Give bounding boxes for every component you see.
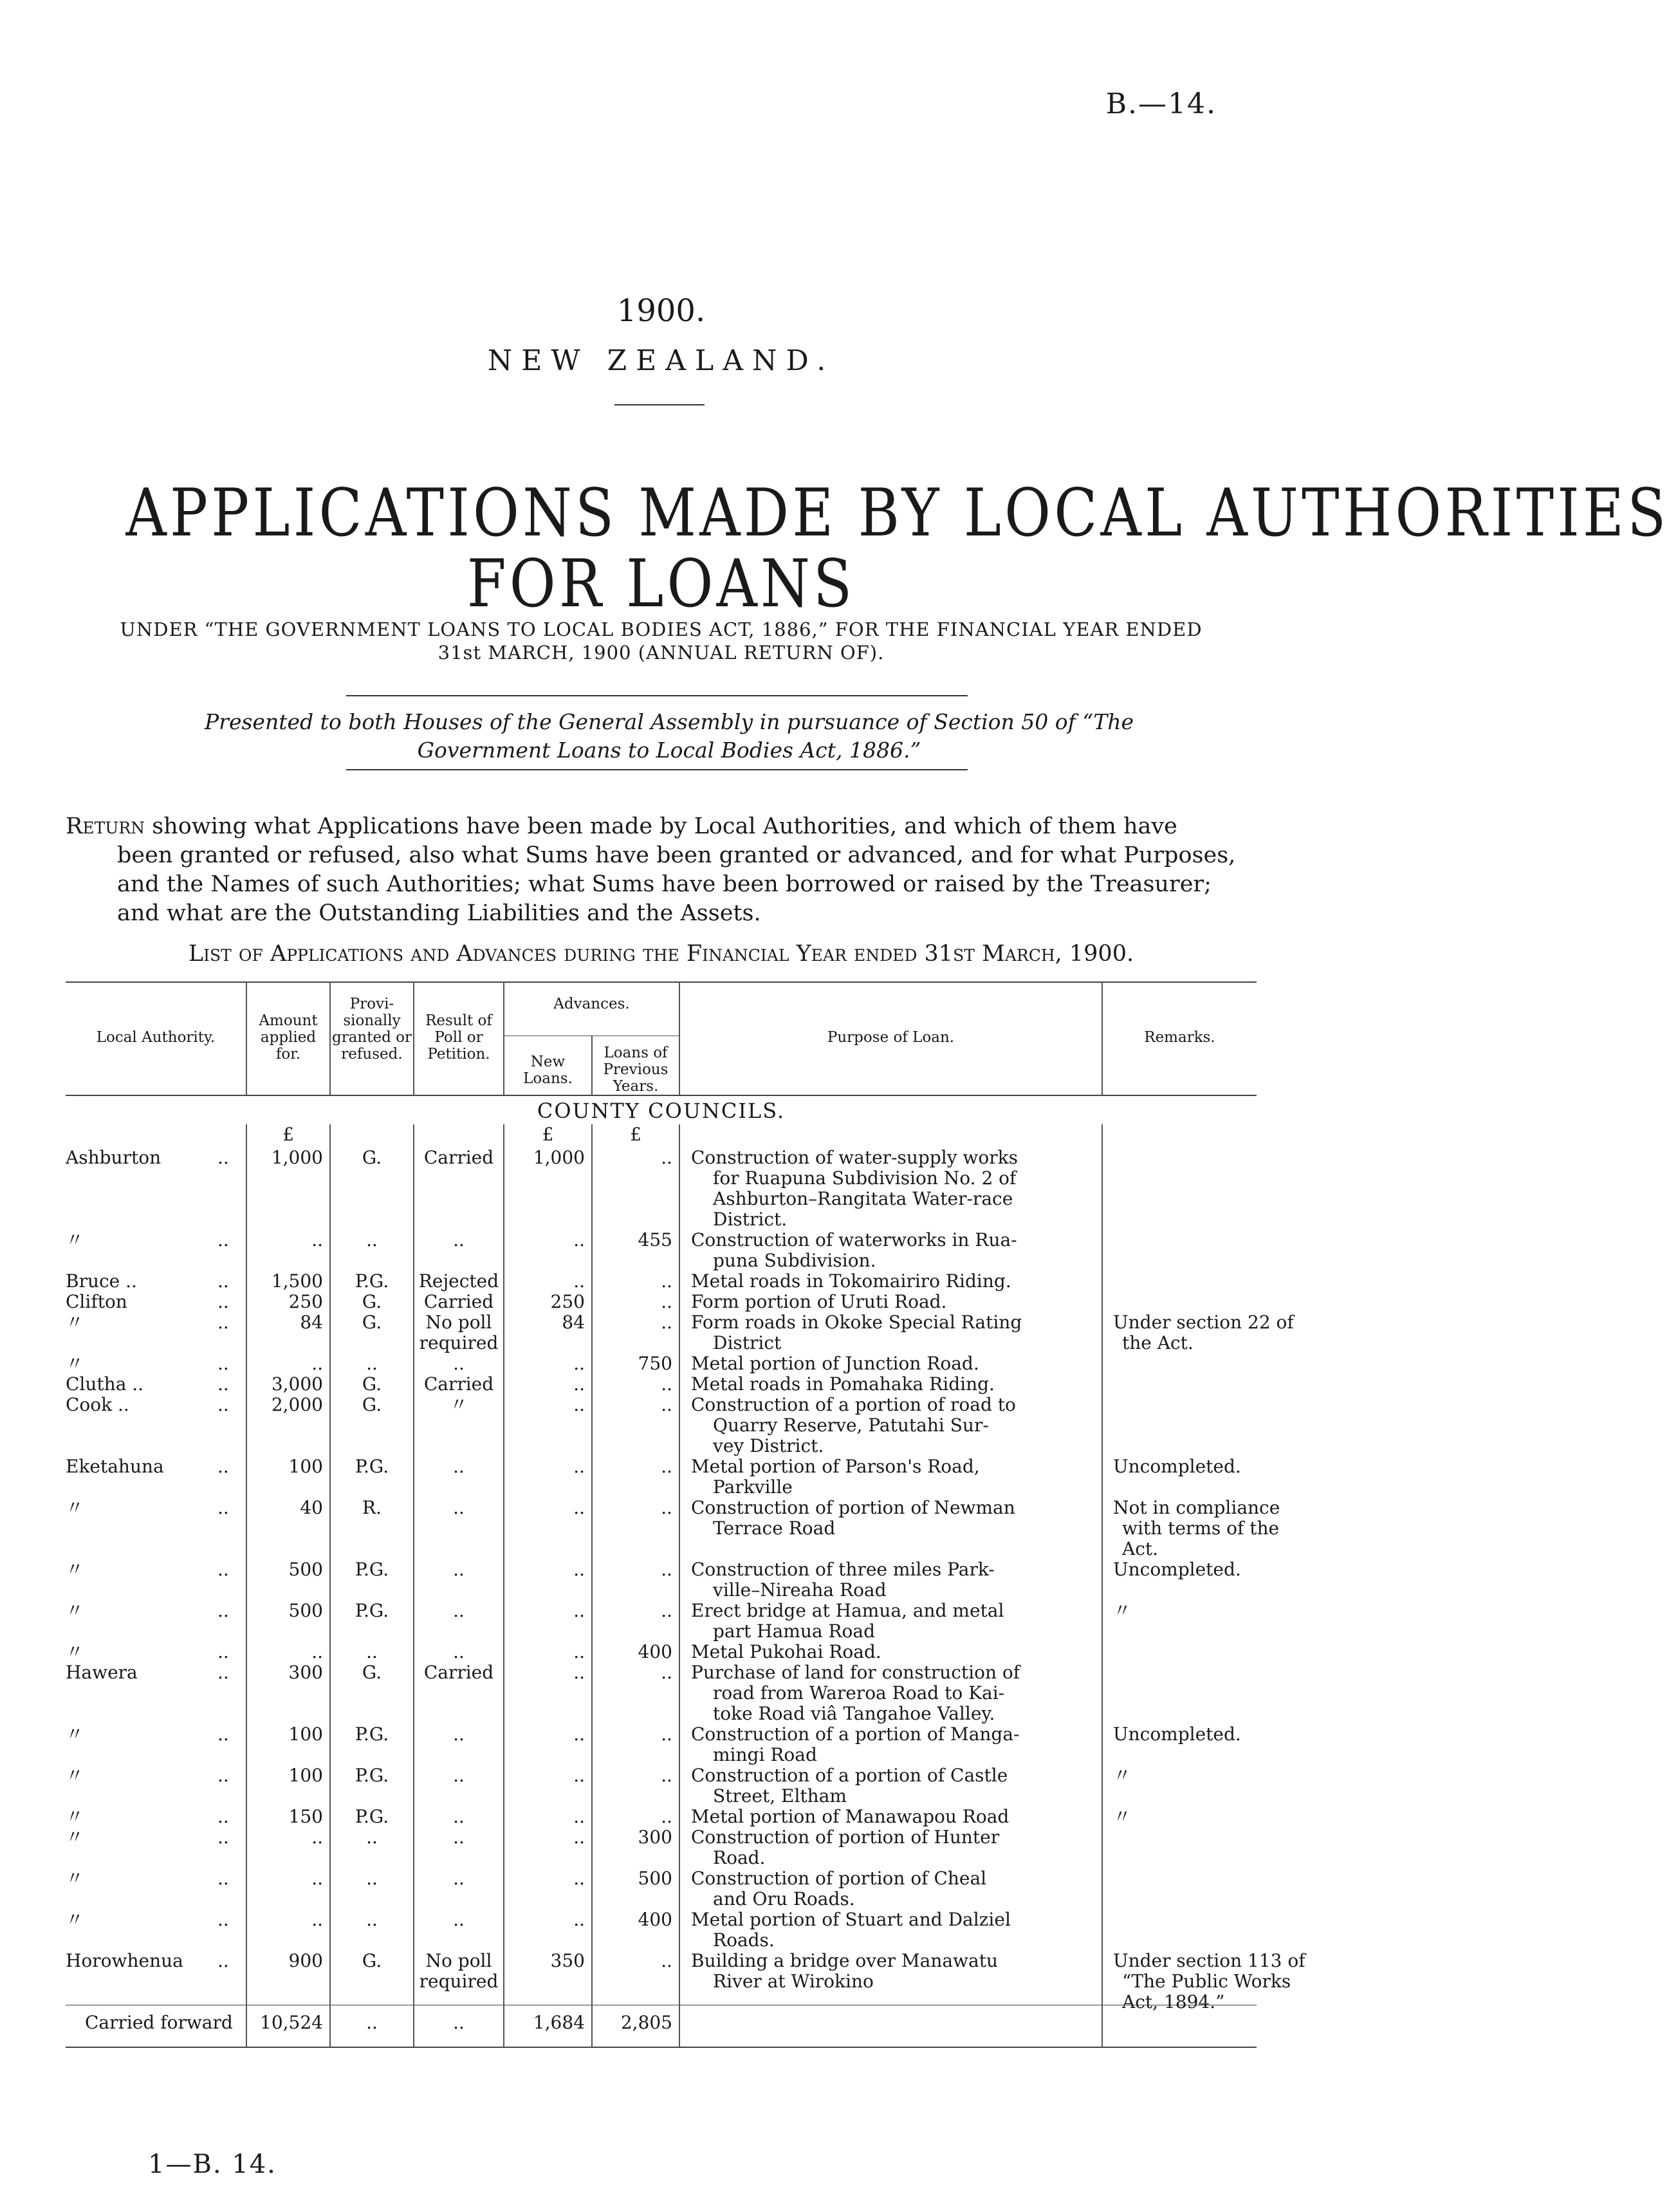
- row-previous-loans: ..: [661, 1950, 672, 1971]
- row-leader-dots: ..: [217, 1270, 229, 1292]
- row-result: 〃: [449, 1394, 468, 1415]
- row-amount: 84: [300, 1312, 323, 1333]
- row-previous-loans: ..: [661, 1724, 672, 1745]
- row-leader-dots: ..: [217, 1868, 229, 1889]
- row-purpose: [691, 1498, 1100, 1539]
- row-amount: ..: [311, 1353, 323, 1374]
- row-new-loans: ..: [573, 1559, 585, 1580]
- purpose-line: Construction of three miles Park-: [691, 1559, 995, 1580]
- row-authority: 〃: [66, 1724, 84, 1745]
- row-authority: 〃: [66, 1806, 84, 1827]
- row-purpose: [691, 1353, 1100, 1374]
- row-previous-loans: 400: [638, 1909, 672, 1930]
- row-result: Carried: [423, 1291, 494, 1312]
- row-result: ..: [453, 1806, 465, 1827]
- row-authority: Eketahuna: [66, 1456, 164, 1477]
- col-divider: [246, 1124, 247, 2047]
- country: NEW ZEALAND.: [487, 344, 835, 377]
- row-previous-loans: ..: [661, 1291, 672, 1312]
- purpose-line: Construction of waterworks in Rua-: [691, 1229, 1017, 1250]
- row-authority: 〃: [66, 1312, 84, 1333]
- applications-table: [66, 981, 1305, 2121]
- row-authority: 〃: [66, 1641, 84, 1662]
- row-provisional: ..: [366, 1868, 378, 1889]
- row-previous-loans: 300: [638, 1826, 672, 1848]
- row-amount: 100: [288, 1456, 323, 1477]
- row-purpose: [691, 1724, 1100, 1765]
- purpose-line: Erect bridge at Hamua, and metal: [691, 1600, 1004, 1621]
- subtitle-line-1: UNDER “THE GOVERNMENT LOANS TO LOCAL BODIES ACT, 1886,” FOR THE FINANCIAL YEAR ENDED: [120, 618, 1203, 640]
- row-provisional: G.: [362, 1312, 382, 1333]
- row-previous-loans: ..: [661, 1559, 672, 1580]
- row-previous-loans: ..: [661, 1270, 672, 1292]
- row-new-loans: 250: [550, 1291, 585, 1312]
- row-result: No poll: [425, 1312, 492, 1333]
- row-new-loans: ..: [573, 1353, 585, 1374]
- purpose-line: Quarry Reserve, Patutahi Sur-: [713, 1415, 989, 1436]
- row-purpose: [691, 1601, 1100, 1642]
- carried-forward-result: ..: [453, 2012, 465, 2033]
- purpose-line: Construction of a portion of Castle: [691, 1765, 1008, 1786]
- row-leader-dots: ..: [217, 1373, 229, 1395]
- row-authority: 〃: [66, 1868, 84, 1889]
- row-provisional: G.: [362, 1291, 382, 1312]
- row-previous-loans: 400: [638, 1641, 672, 1662]
- title-line-1: APPLICATIONS MADE BY LOCAL AUTHORITIES: [125, 475, 1669, 552]
- row-previous-loans: 455: [638, 1229, 672, 1250]
- row-authority: 〃: [66, 1497, 84, 1518]
- purpose-line: puna Subdivision.: [713, 1250, 876, 1271]
- row-amount: 100: [288, 1724, 323, 1745]
- row-provisional: ..: [366, 1826, 378, 1848]
- row-previous-loans: ..: [661, 1600, 672, 1621]
- purpose-line: Parkville: [713, 1476, 793, 1498]
- row-provisional: P.G.: [355, 1765, 389, 1786]
- currency-symbol: £: [282, 1124, 294, 1145]
- row-amount: 100: [288, 1765, 323, 1786]
- row-new-loans: ..: [573, 1641, 585, 1662]
- purpose-line: Construction of a portion of road to: [691, 1394, 1016, 1415]
- row-authority: Bruce ..: [66, 1270, 137, 1292]
- document-reference: B.—14.: [1105, 88, 1217, 120]
- row-purpose: [691, 1807, 1100, 1827]
- purpose-line: Metal roads in Tokomairiro Riding.: [691, 1270, 1011, 1292]
- row-purpose: [691, 1374, 1100, 1395]
- purpose-line: Metal portion of Stuart and Dalziel: [691, 1909, 1011, 1930]
- row-remarks: [1113, 1312, 1320, 1353]
- row-provisional: ..: [366, 1229, 378, 1250]
- row-remarks: [1113, 1456, 1320, 1477]
- row-previous-loans: ..: [661, 1147, 672, 1168]
- row-purpose: [691, 1148, 1100, 1230]
- row-leader-dots: ..: [217, 1909, 229, 1930]
- col-divider: [591, 1124, 593, 2047]
- col-header-provisional: Provi- sionally granted or refused.: [332, 996, 412, 1063]
- row-leader-dots: ..: [217, 1394, 229, 1415]
- row-result: No poll: [425, 1950, 492, 1971]
- row-remarks: [1113, 1498, 1320, 1559]
- row-leader-dots: ..: [217, 1229, 229, 1250]
- row-leader-dots: ..: [217, 1147, 229, 1168]
- purpose-line: Roads.: [713, 1929, 775, 1951]
- row-result: ..: [453, 1765, 465, 1786]
- col-header-amount: Amount applied for.: [259, 1012, 318, 1063]
- row-new-loans: ..: [573, 1826, 585, 1848]
- row-amount: 3,000: [271, 1373, 323, 1395]
- row-provisional: P.G.: [355, 1724, 389, 1745]
- row-purpose: [691, 1642, 1100, 1662]
- row-remarks: [1113, 1601, 1320, 1621]
- row-authority: 〃: [66, 1909, 84, 1930]
- row-new-loans: ..: [573, 1229, 585, 1250]
- row-provisional: ..: [366, 1641, 378, 1662]
- purpose-line: District: [713, 1332, 782, 1353]
- remark-line: 〃: [1113, 1600, 1132, 1621]
- row-amount: ..: [311, 1826, 323, 1848]
- purpose-line: River at Wirokino: [713, 1971, 874, 1992]
- row-leader-dots: ..: [217, 1497, 229, 1518]
- row-amount: 300: [288, 1662, 323, 1683]
- purpose-line: Metal portion of Junction Road.: [691, 1353, 979, 1374]
- row-purpose: [691, 1456, 1100, 1498]
- row-result: ..: [453, 1353, 465, 1374]
- row-purpose: [691, 1312, 1100, 1353]
- return-line-4: and what are the Outstanding Liabilities and the Assets.: [117, 900, 761, 926]
- remark-line: with terms of the: [1122, 1518, 1280, 1539]
- presented-line-1: Presented to both Houses of the General Assembly in pursuance of Section 50 of “The: [204, 709, 1134, 734]
- row-authority: 〃: [66, 1600, 84, 1621]
- remark-line: Uncompleted.: [1113, 1456, 1241, 1477]
- header-bottom-rule: [66, 1095, 1257, 1096]
- row-leader-dots: ..: [217, 1456, 229, 1477]
- row-previous-loans: ..: [661, 1394, 672, 1415]
- return-paragraph: [66, 812, 1256, 928]
- row-leader-dots: ..: [217, 1806, 229, 1827]
- title-line-2: FOR LOANS: [466, 546, 856, 622]
- row-result: ..: [453, 1868, 465, 1889]
- row-provisional: P.G.: [355, 1600, 389, 1621]
- row-result: ..: [453, 1456, 465, 1477]
- row-remarks: [1113, 1559, 1320, 1580]
- carried-forward-previous: 2,805: [620, 2012, 672, 2033]
- col-header-new-loans: New Loans.: [523, 1054, 573, 1087]
- row-amount: 2,000: [271, 1394, 323, 1415]
- row-new-loans: ..: [573, 1600, 585, 1621]
- row-provisional: G.: [362, 1662, 382, 1683]
- row-result: ..: [453, 1559, 465, 1580]
- row-provisional: G.: [362, 1373, 382, 1395]
- row-authority: Ashburton: [66, 1147, 161, 1168]
- row-result: ..: [453, 1229, 465, 1250]
- return-lead: Return: [66, 813, 145, 839]
- row-result-cont: required: [419, 1332, 499, 1353]
- remark-line: the Act.: [1122, 1332, 1194, 1353]
- row-leader-dots: ..: [217, 1600, 229, 1621]
- row-provisional: ..: [366, 1909, 378, 1930]
- purpose-line: Construction of water-supply works: [691, 1147, 1018, 1168]
- row-authority: Cook ..: [66, 1394, 129, 1415]
- row-new-loans: 350: [550, 1950, 585, 1971]
- purpose-line: Terrace Road: [713, 1518, 836, 1539]
- row-previous-loans: ..: [661, 1765, 672, 1786]
- row-new-loans: ..: [573, 1765, 585, 1786]
- return-line-1: showing what Applications have been made by Local Authorities, and which of them have: [152, 813, 1177, 839]
- row-amount: 150: [288, 1806, 323, 1827]
- row-purpose: [691, 1765, 1100, 1807]
- remark-line: Under section 113 of: [1113, 1950, 1305, 1971]
- row-provisional: G.: [362, 1950, 382, 1971]
- remark-line: 〃: [1113, 1806, 1132, 1827]
- row-authority: Horowhenua: [66, 1950, 183, 1971]
- year: 1900.: [616, 293, 706, 329]
- row-result: ..: [453, 1600, 465, 1621]
- page-footer: 1—B. 14.: [148, 2150, 277, 2179]
- row-amount: ..: [311, 1229, 323, 1250]
- section-title: COUNTY COUNCILS.: [537, 1099, 786, 1123]
- row-new-loans: ..: [573, 1662, 585, 1683]
- row-result: Carried: [423, 1662, 494, 1683]
- purpose-line: part Hamua Road: [713, 1621, 875, 1642]
- row-amount: 250: [288, 1291, 323, 1312]
- purpose-line: Metal Pukohai Road.: [691, 1641, 881, 1662]
- purpose-line: Purchase of land for construction of: [691, 1662, 1020, 1683]
- purpose-line: for Ruapuna Subdivision No. 2 of: [713, 1167, 1017, 1189]
- row-result: Rejected: [418, 1270, 499, 1292]
- row-purpose: [691, 1395, 1100, 1456]
- return-line-3: and the Names of such Authorities; what Sums have been borrowed or raised by the Treasurer;: [117, 871, 1212, 897]
- row-result: ..: [453, 1909, 465, 1930]
- row-previous-loans: 500: [638, 1868, 672, 1889]
- row-remarks: [1113, 1724, 1320, 1745]
- row-purpose: [691, 1951, 1100, 1992]
- purpose-line: road from Wareroa Road to Kai-: [713, 1682, 1005, 1704]
- remark-line: “The Public Works: [1122, 1971, 1291, 1992]
- col-header-advances: Advances.: [553, 996, 630, 1012]
- table-top-rule: [66, 981, 1257, 983]
- col-header-authority: Local Authority.: [96, 1029, 216, 1046]
- row-result: ..: [453, 1641, 465, 1662]
- row-leader-dots: ..: [217, 1291, 229, 1312]
- row-previous-loans: ..: [661, 1662, 672, 1683]
- row-previous-loans: ..: [661, 1373, 672, 1395]
- row-purpose: [691, 1827, 1100, 1868]
- row-previous-loans: ..: [661, 1312, 672, 1333]
- row-previous-loans: 750: [638, 1353, 672, 1374]
- col-divider: [329, 1124, 331, 2047]
- presented-note: [122, 708, 1216, 765]
- row-result: Carried: [423, 1373, 494, 1395]
- row-leader-dots: ..: [217, 1950, 229, 1971]
- purpose-line: Construction of portion of Cheal: [691, 1868, 987, 1889]
- row-purpose: [691, 1910, 1100, 1951]
- row-purpose: [691, 1230, 1100, 1271]
- presented-line-2: Government Loans to Local Bodies Act, 1886.”: [417, 738, 921, 763]
- remark-line: Act, 1894.”: [1122, 1991, 1225, 2012]
- purpose-line: ville–Nireaha Road: [713, 1579, 887, 1601]
- row-authority: 〃: [66, 1826, 84, 1848]
- purpose-line: Construction of portion of Newman: [691, 1497, 1015, 1518]
- row-authority: 〃: [66, 1559, 84, 1580]
- row-purpose: [691, 1559, 1100, 1601]
- row-new-loans: ..: [573, 1270, 585, 1292]
- row-provisional: P.G.: [355, 1806, 389, 1827]
- divider: [614, 404, 705, 405]
- row-amount: 40: [300, 1497, 323, 1518]
- row-provisional: P.G.: [355, 1456, 389, 1477]
- row-provisional: ..: [366, 1353, 378, 1374]
- row-new-loans: ..: [573, 1373, 585, 1395]
- row-new-loans: ..: [573, 1394, 585, 1415]
- purpose-line: Metal portion of Parson's Road,: [691, 1456, 980, 1477]
- row-authority: Clutha ..: [66, 1373, 144, 1395]
- carried-forward-amount: 10,524: [260, 2012, 323, 2033]
- row-new-loans: ..: [573, 1909, 585, 1930]
- row-authority: 〃: [66, 1229, 84, 1250]
- row-purpose: [691, 1292, 1100, 1312]
- carried-forward-new: 1,684: [533, 2012, 585, 2033]
- row-amount: 1,000: [271, 1147, 323, 1168]
- row-new-loans: ..: [573, 1456, 585, 1477]
- subtitle-line-2: 31st MARCH, 1900 (ANNUAL RETURN OF).: [438, 642, 885, 664]
- remark-line: Uncompleted.: [1113, 1724, 1241, 1745]
- row-amount: 500: [288, 1600, 323, 1621]
- row-new-loans: 1,000: [533, 1147, 585, 1168]
- divider: [346, 695, 968, 696]
- row-authority: 〃: [66, 1765, 84, 1786]
- row-result: ..: [453, 1724, 465, 1745]
- row-remarks: [1113, 1951, 1320, 2012]
- row-result: ..: [453, 1497, 465, 1518]
- row-provisional: G.: [362, 1147, 382, 1168]
- purpose-line: Metal portion of Manawapou Road: [691, 1806, 1010, 1827]
- remark-line: Not in compliance: [1113, 1497, 1280, 1518]
- row-leader-dots: ..: [217, 1641, 229, 1662]
- remark-line: 〃: [1113, 1765, 1132, 1786]
- currency-symbol: £: [542, 1124, 554, 1145]
- purpose-line: Ashburton–Rangitata Water-race: [713, 1188, 1013, 1209]
- row-purpose: [691, 1271, 1100, 1292]
- col-divider: [1102, 1124, 1103, 2047]
- purpose-line: Construction of a portion of Manga-: [691, 1724, 1020, 1745]
- row-amount: 500: [288, 1559, 323, 1580]
- row-new-loans: ..: [573, 1724, 585, 1745]
- purpose-line: District.: [713, 1209, 788, 1230]
- row-remarks: [1113, 1807, 1320, 1827]
- row-purpose: [691, 1868, 1100, 1910]
- row-result: Carried: [423, 1147, 494, 1168]
- row-leader-dots: ..: [217, 1559, 229, 1580]
- col-header-previous-loans: Loans of Previous Years.: [603, 1045, 669, 1095]
- row-new-loans: 84: [562, 1312, 585, 1333]
- purpose-line: toke Road viâ Tangahoe Valley.: [713, 1703, 995, 1724]
- purpose-line: vey District.: [713, 1435, 824, 1456]
- row-leader-dots: ..: [217, 1662, 229, 1683]
- row-leader-dots: ..: [217, 1765, 229, 1786]
- row-amount: ..: [311, 1641, 323, 1662]
- purpose-line: Construction of portion of Hunter: [691, 1826, 1000, 1848]
- row-new-loans: ..: [573, 1497, 585, 1518]
- row-new-loans: ..: [573, 1806, 585, 1827]
- remark-line: Under section 22 of: [1113, 1312, 1294, 1333]
- remark-line: Act.: [1122, 1538, 1159, 1559]
- col-divider: [679, 1124, 680, 2047]
- row-result-cont: required: [419, 1971, 499, 1992]
- subtitle: [64, 618, 1258, 664]
- row-amount: ..: [311, 1909, 323, 1930]
- divider: [346, 769, 968, 770]
- row-leader-dots: ..: [217, 1353, 229, 1374]
- col-header-purpose: Purpose of Loan.: [827, 1029, 955, 1046]
- row-leader-dots: ..: [217, 1724, 229, 1745]
- row-amount: ..: [311, 1868, 323, 1889]
- row-leader-dots: ..: [217, 1826, 229, 1848]
- purpose-line: Metal roads in Pomahaka Riding.: [691, 1373, 995, 1395]
- row-provisional: P.G.: [355, 1559, 389, 1580]
- row-amount: 1,500: [271, 1270, 323, 1292]
- row-amount: 900: [288, 1950, 323, 1971]
- carried-forward-prov: ..: [366, 2012, 378, 2033]
- col-divider: [503, 1124, 504, 2047]
- row-authority: Clifton: [66, 1291, 127, 1312]
- row-leader-dots: ..: [217, 1312, 229, 1333]
- row-provisional: G.: [362, 1394, 382, 1415]
- row-purpose: [691, 1662, 1100, 1724]
- purpose-line: Street, Eltham: [713, 1785, 847, 1807]
- col-divider: [413, 1124, 414, 2047]
- carried-forward-label: Carried forward: [85, 2012, 233, 2033]
- purpose-line: Form portion of Uruti Road.: [691, 1291, 947, 1312]
- row-authority: 〃: [66, 1353, 84, 1374]
- row-new-loans: ..: [573, 1868, 585, 1889]
- row-previous-loans: ..: [661, 1456, 672, 1477]
- col-header-remarks: Remarks.: [1144, 1029, 1215, 1046]
- purpose-line: and Oru Roads.: [713, 1888, 855, 1910]
- purpose-line: Road.: [713, 1847, 766, 1868]
- row-provisional: R.: [362, 1497, 382, 1518]
- row-result: ..: [453, 1826, 465, 1848]
- table-bottom-rule: [66, 2047, 1257, 2048]
- row-remarks: [1113, 1765, 1320, 1786]
- row-authority: Hawera: [66, 1662, 138, 1683]
- return-line-2: been granted or refused, also what Sums have been granted or advanced, and for what Purposes,: [117, 842, 1236, 868]
- list-heading: List of Applications and Advances during the Financial Year ended 31st March, 1900.: [188, 941, 1134, 967]
- row-provisional: P.G.: [355, 1270, 389, 1292]
- row-previous-loans: ..: [661, 1806, 672, 1827]
- remark-line: Uncompleted.: [1113, 1559, 1241, 1580]
- col-header-result: Result of Poll or Petition.: [425, 1012, 492, 1063]
- purpose-line: Building a bridge over Manawatu: [691, 1950, 998, 1971]
- currency-symbol: £: [630, 1124, 641, 1145]
- purpose-line: Form roads in Okoke Special Rating: [691, 1312, 1022, 1333]
- purpose-line: mingi Road: [713, 1744, 817, 1765]
- row-previous-loans: ..: [661, 1497, 672, 1518]
